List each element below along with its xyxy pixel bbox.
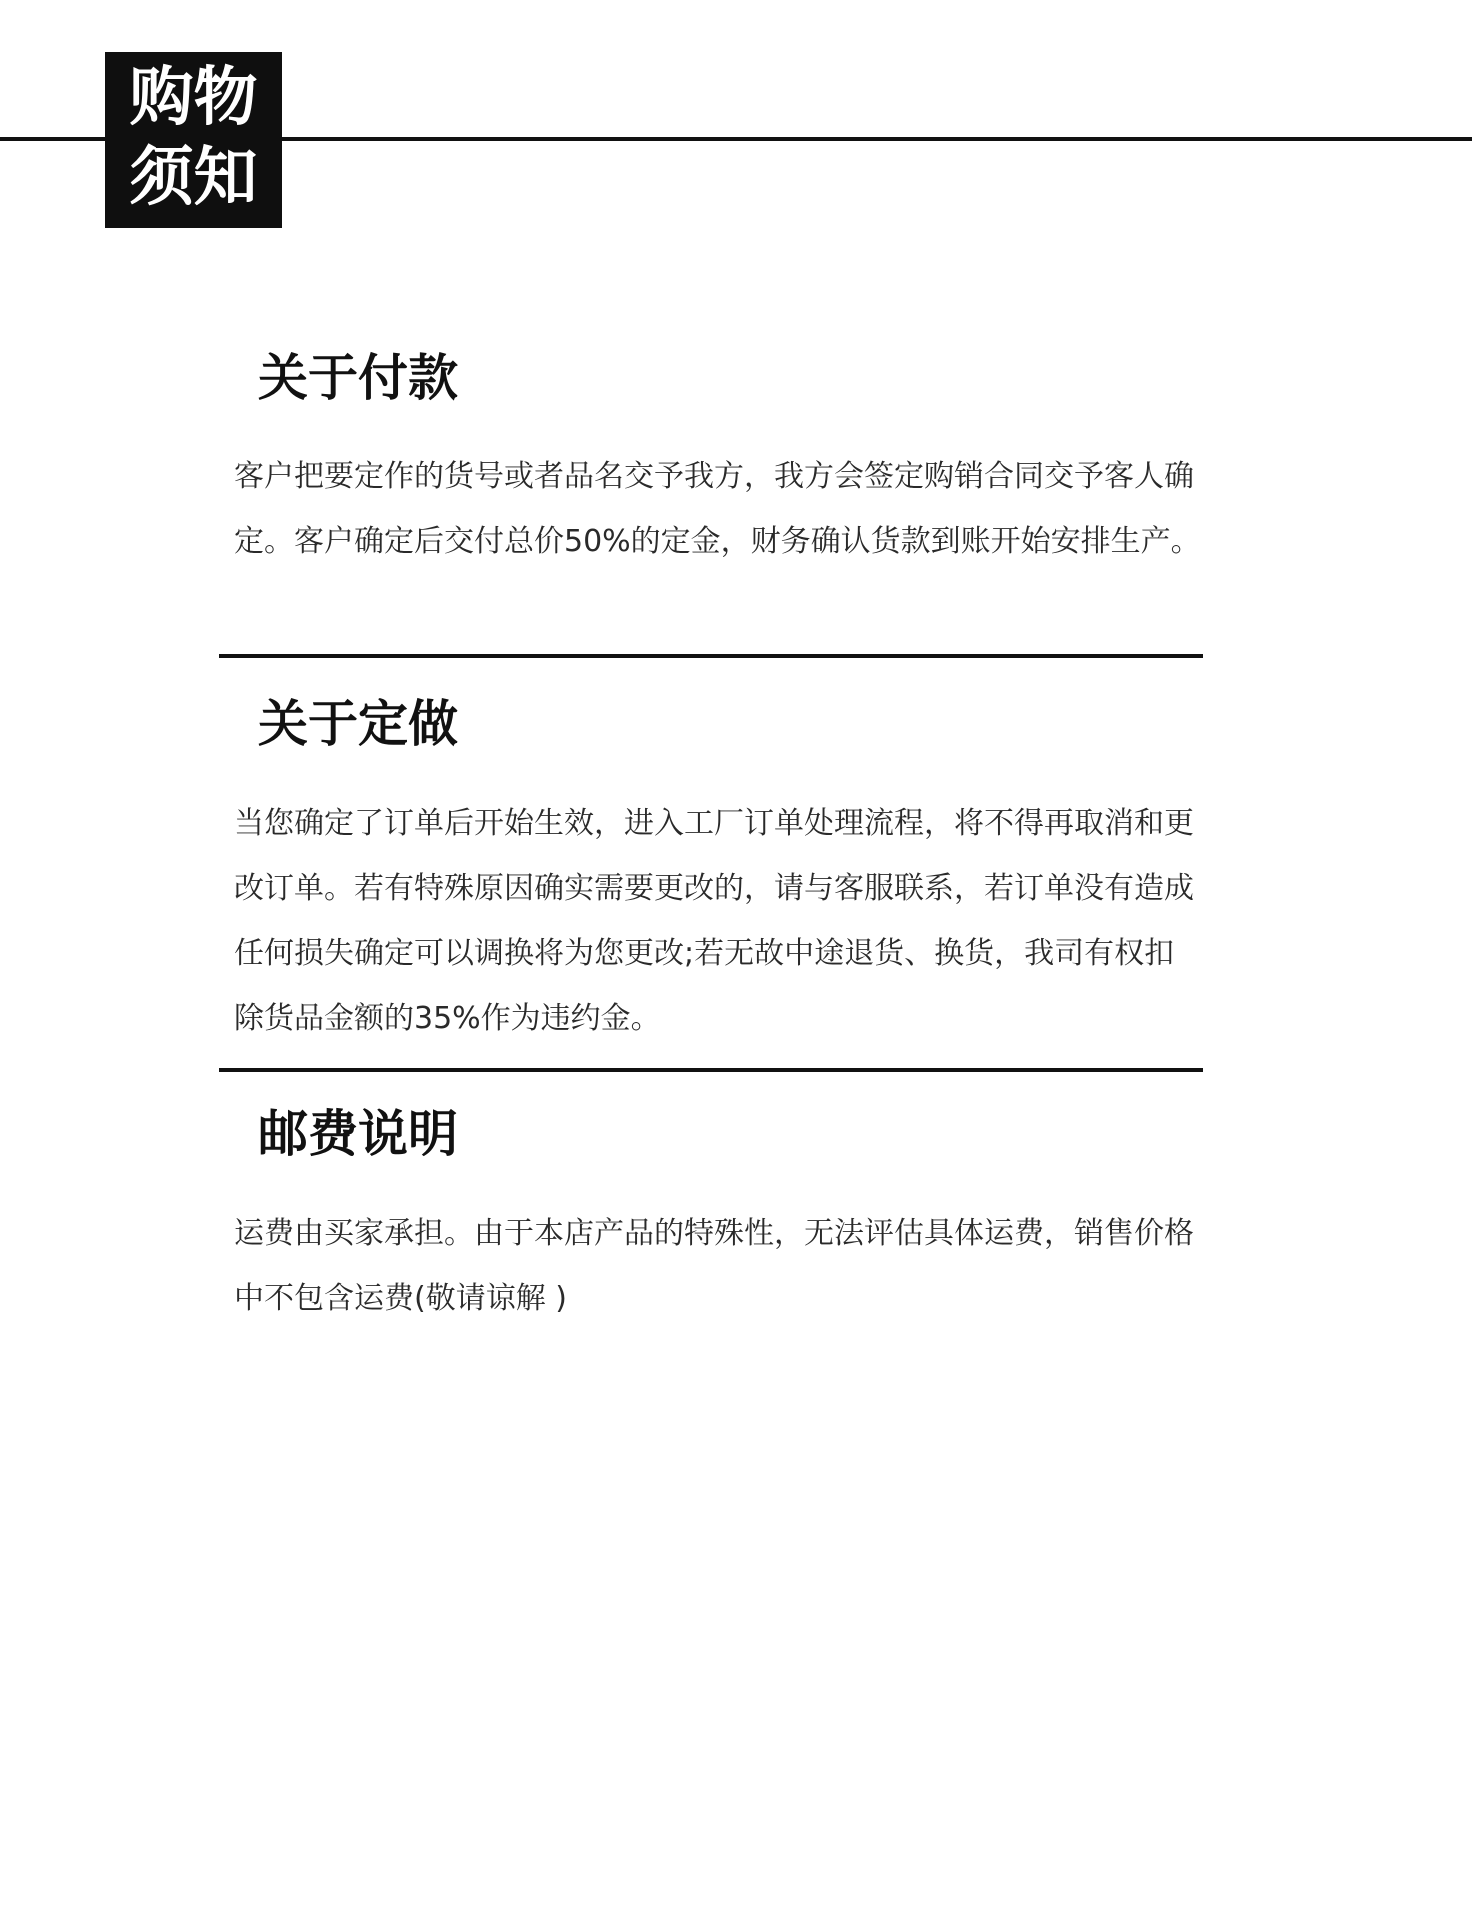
section-title-customization: 关于定做 bbox=[258, 695, 458, 753]
section-title-payment: 关于付款 bbox=[258, 349, 458, 407]
section-divider bbox=[219, 654, 1203, 658]
page-title-line-1: 购物 bbox=[129, 61, 258, 135]
section-body-payment: 客户把要定作的货号或者品名交予我方，我方会签定购销合同交予客人确定。客户确定后交付总价50%的定金，财务确认货款到账开始安排生产。 bbox=[234, 459, 1201, 559]
section-body-shipping: 运费由买家承担。由于本店产品的特殊性，无法评估具体运费，销售价格中不包含运费(敬请谅解 ) bbox=[234, 1216, 1194, 1316]
page-title-line-2: 须知 bbox=[129, 141, 258, 215]
section-body-customization: 当您确定了订单后开始生效，进入工厂订单处理流程，将不得再取消和更改订单。若有特殊原因确实需要更改的，请与客服联系，若订单没有造成任何损失确定可以调换将为您更改;若无故中途退货、换货，我司有权扣除货品金额的35%作为违约金。 bbox=[234, 806, 1194, 1036]
page-title-badge bbox=[105, 52, 282, 228]
section-title-shipping: 邮费说明 bbox=[258, 1105, 458, 1163]
section-divider bbox=[219, 1068, 1203, 1072]
